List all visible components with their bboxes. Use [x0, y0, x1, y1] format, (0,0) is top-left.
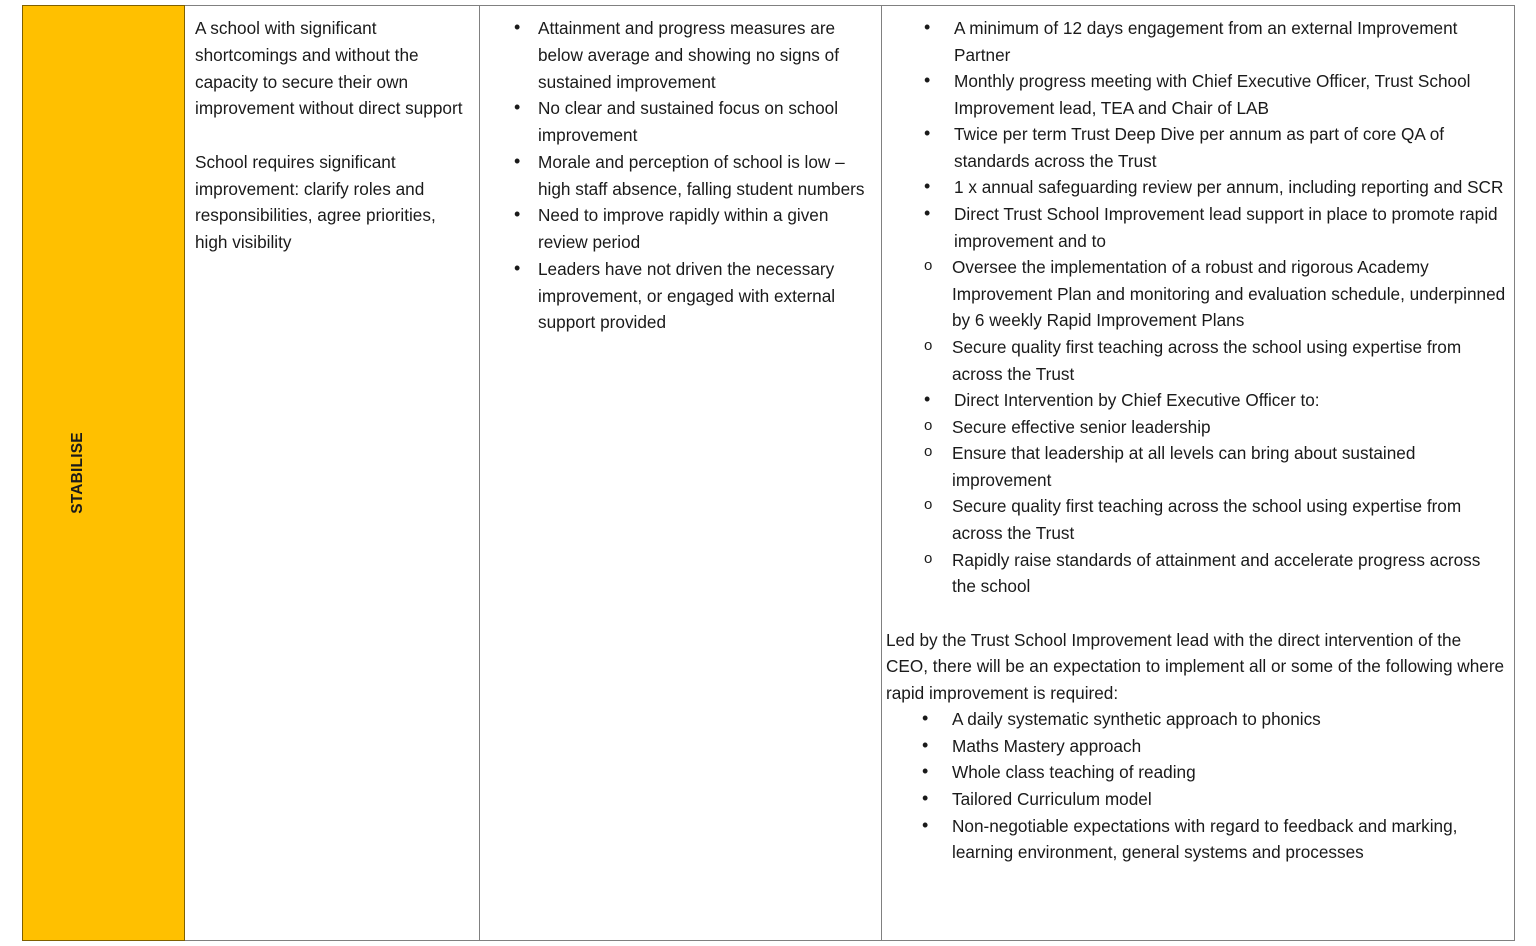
school-improvement-matrix-table [22, 5, 1515, 941]
definition-paragraph-2: School requires significant improvement: clarify roles and responsibilities, agree priorities, high visibility [195, 151, 436, 253]
list-item: • Twice per term Trust Deep Dive per annum as part of core QA of standards across the Trust [886, 121, 1506, 174]
definition-cell [185, 6, 480, 941]
support-actions-body [882, 6, 1514, 872]
support-actions-cell [882, 6, 1515, 941]
list-item: • Attainment and progress measures are below average and showing no signs of sustained improvement [490, 15, 871, 95]
list-item: o Rapidly raise standards of attainment and accelerate progress across the school [886, 547, 1506, 600]
list-item: • Direct Trust School Improvement lead support in place to promote rapid improvement and to [886, 201, 1506, 254]
list-item: • Non-negotiable expectations with regard to feedback and marking, learning environment, general systems and processes [886, 813, 1506, 866]
support-sub-bullet-list-2 [886, 414, 1506, 600]
list-item: • Maths Mastery approach [886, 733, 1506, 760]
list-item: • No clear and sustained focus on school improvement [490, 95, 871, 149]
list-item: o Secure quality first teaching across the school using expertise from across the Trust [886, 334, 1506, 387]
list-item: • A minimum of 12 days engagement from an external Improvement Partner [886, 15, 1506, 68]
list-item: • Tailored Curriculum model [886, 786, 1506, 813]
indicators-body [480, 6, 881, 342]
paragraph-spacer [195, 122, 469, 149]
list-item: • Leaders have not driven the necessary improvement, or engaged with external support provided [490, 256, 871, 336]
list-item: • Morale and perception of school is low – high staff absence, falling student numbers [490, 149, 871, 203]
definition-paragraph-1: A school with significant shortcomings and without the capacity to secure their own improvement without direct support [195, 18, 463, 119]
list-item: o Secure quality first teaching across the school using expertise from across the Trust [886, 493, 1506, 546]
list-item: • Direct Intervention by Chief Executive Officer to: [886, 387, 1506, 414]
indicators-cell [480, 6, 882, 941]
support-bullet-list-secondary [886, 387, 1506, 414]
stage-label-wrapper [23, 6, 184, 940]
stage-cell-stabilise [23, 6, 185, 941]
list-item: • A daily systematic synthetic approach to phonics [886, 706, 1506, 733]
support-bullet-list-primary [886, 15, 1506, 254]
list-item: o Oversee the implementation of a robust and rigorous Academy Improvement Plan and monitoring and evaluation schedule, underpinned by 6 weekly Rapid Improvement Plans [886, 254, 1506, 334]
section-spacer [886, 600, 1506, 627]
stage-label-text: STABILISE [68, 432, 86, 514]
list-item: • Monthly progress meeting with Chief Executive Officer, Trust School Improvement lead, TEA and Chair of LAB [886, 68, 1506, 121]
support-closing-bullet-list [886, 706, 1506, 865]
indicators-bullet-list [490, 15, 871, 336]
support-sub-bullet-list-1 [886, 254, 1506, 387]
definition-body [185, 6, 479, 262]
list-item: • Need to improve rapidly within a given review period [490, 202, 871, 256]
list-item: • 1 x annual safeguarding review per annum, including reporting and SCR [886, 174, 1506, 201]
list-item: • Whole class teaching of reading [886, 759, 1506, 786]
support-closing-paragraph: Led by the Trust School Improvement lead with the direct intervention of the CEO, there will be an expectation to implement all or some of the following where rapid improvement is required: [886, 629, 1505, 703]
list-item: o Ensure that leadership at all levels can bring about sustained improvement [886, 440, 1506, 493]
list-item: o Secure effective senior leadership [886, 414, 1506, 441]
table-row [23, 6, 1515, 941]
